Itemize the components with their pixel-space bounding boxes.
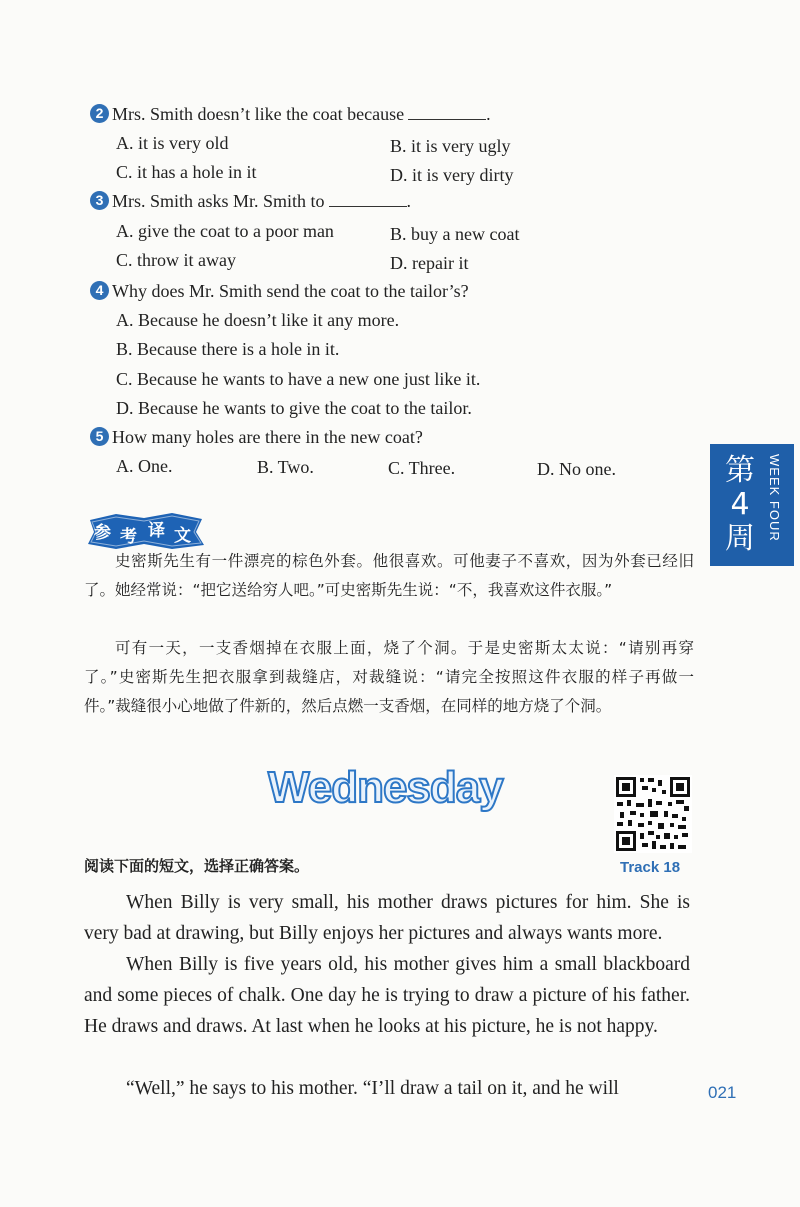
option: C. it has a hole in it [116, 162, 257, 182]
option: C. Three. [388, 458, 456, 478]
option: D. Because he wants to give the coat to the tailor. [116, 398, 472, 418]
question-punct: . [406, 191, 412, 211]
option: C. Because he wants to have a new one just like it. [116, 369, 481, 389]
week-tab [710, 444, 794, 566]
question-text: Why does Mr. Smith send the coat to the tailor’s? [112, 281, 469, 301]
question-3 [90, 189, 411, 213]
option: D. repair it [390, 253, 469, 273]
option: B. Two. [257, 457, 314, 477]
option: A. give the coat to a poor man [116, 221, 334, 241]
week-tab-english: WEEK FOUR [767, 454, 782, 542]
option: D. No one. [537, 459, 616, 479]
question-number: 3 [90, 191, 109, 210]
track-label: Track 18 [620, 859, 681, 876]
question-text: Mrs. Smith doesn’t like the coat because [112, 104, 405, 124]
question-text: How many holes are there in the new coat? [112, 427, 423, 447]
option: B. Because there is a hole in it. [116, 339, 340, 359]
question-4 [90, 279, 469, 303]
translation-paragraph: 史密斯先生有一件漂亮的棕色外套。他很喜欢。可他妻子不喜欢，因为外套已经旧了。她经常说：“把它送给穷人吧。”可史密斯先生说：“不，我喜欢这件衣服。” [84, 552, 694, 599]
reading-instruction: 阅读下面的短文，选择正确答案。 [84, 857, 310, 875]
question-5 [90, 425, 423, 449]
question-punct: . [486, 104, 491, 124]
question-2 [90, 102, 491, 126]
qr-code[interactable] [614, 775, 692, 853]
option: D. it is very dirty [390, 165, 514, 185]
week-tab-chinese: 第4周 [725, 453, 755, 556]
option: C. throw it away [116, 250, 236, 270]
option: A. One. [116, 456, 173, 476]
passage-paragraph: When Billy is very small, his mother draws pictures for him. She is very bad at drawing, but Billy enjoys her pictures and always wants more. [84, 892, 690, 944]
banner-char: 考 [120, 527, 137, 547]
question-number: 4 [90, 281, 109, 300]
option: B. it is very ugly [390, 136, 511, 156]
question-number: 2 [90, 104, 109, 123]
question-number: 5 [90, 427, 109, 446]
banner-char: 参 [94, 523, 111, 543]
banner-char: 译 [148, 521, 165, 541]
qr-code-icon [614, 775, 692, 853]
passage-paragraph: When Billy is five years old, his mother gives him a small blackboard and some pieces of chalk. One day he is trying to draw a picture of his father. He draws and draws. At last when he looks at his picture, he is not happy. [84, 954, 690, 1037]
answer-blank [329, 190, 407, 207]
day-title: Wednesday [268, 763, 503, 812]
option: B. buy a new coat [390, 224, 520, 244]
option: A. it is very old [116, 133, 229, 153]
passage-paragraph: “Well,” he says to his mother. “I’ll draw a tail on it, and he will [126, 1078, 619, 1099]
translation-paragraph: 可有一天，一支香烟掉在衣服上面，烧了个洞。于是史密斯太太说：“请别再穿了。”史密斯先生把衣服拿到裁缝店，对裁缝说：“请完全按照这件衣服的样子再做一件。”裁缝很小心地做了件新的，然后点燃一支香烟，在同样的地方烧了个洞。 [84, 639, 694, 715]
answer-blank [408, 103, 486, 120]
page-number: 021 [708, 1083, 737, 1102]
question-text: Mrs. Smith asks Mr. Smith to [112, 191, 325, 211]
banner-char: 文 [174, 526, 191, 546]
option: A. Because he doesn’t like it any more. [116, 310, 400, 330]
